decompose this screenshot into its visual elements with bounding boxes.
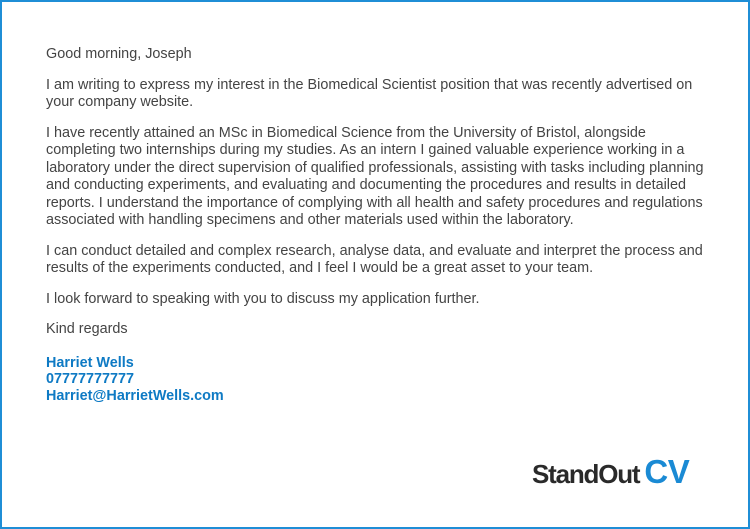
paragraph-skills: I can conduct detailed and complex research, analyse data, and evaluate and interpret the process and results of the experiments conducted, and I feel I would be a great asset to your team. xyxy=(46,242,703,276)
standout-cv-logo xyxy=(532,453,689,489)
signature-name: Harriet Wells xyxy=(46,354,134,371)
closing: Kind regards xyxy=(46,321,128,337)
paragraph-closing-line: I look forward to speaking with you to discuss my application further. xyxy=(46,290,480,307)
paragraph-intro: I am writing to express my interest in the Biomedical Scientist position that was recently advertised on your company website. xyxy=(46,76,693,110)
paragraph-experience: I have recently attained an MSc in Biomedical Science from the University of Bristol, alongside completing two internships during my studies. As an intern I gained valuable experience working in a laboratory under the direct supervision of qualified professionals, assisting with tasks including planning and conducting experiments, and evaluating and documenting the procedures and results in detailed reports. I understand the importance of complying with all health and safety procedures and regulations associated with handling specimens and other materials used within the laboratory. xyxy=(46,124,704,228)
cover-letter xyxy=(46,46,714,404)
signature-block xyxy=(46,355,714,405)
greeting: Good morning, Joseph xyxy=(46,46,192,62)
logo-brand-text: StandOut xyxy=(532,459,640,489)
signature-phone: 07777777777 xyxy=(46,371,135,387)
signature-email: Harriet@HarrietWells.com xyxy=(46,387,224,404)
logo-cv-text: CV xyxy=(644,453,690,490)
